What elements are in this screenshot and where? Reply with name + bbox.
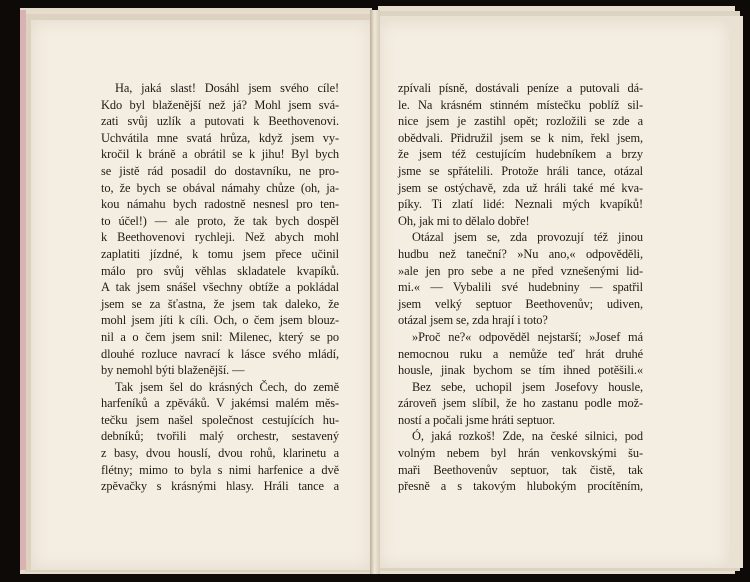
text-line: maři Beethovenův septuor, tak čistě, tak: [398, 462, 643, 477]
text-line: Bez sebe, uchopil jsem Josefovy housle,: [412, 379, 643, 394]
text-line: housle, jinak bychom se tím ihned potěšili.«: [398, 363, 643, 378]
text-line: Ó, jaká rozkoš! Zde, na české silnici, pod: [412, 429, 643, 444]
text-line: píky. Ti zlatí lidé: Neznali mých kvapíků!: [398, 197, 643, 212]
text-line: Uchvátila mne svatá hrůza, když jsem vy-: [101, 130, 339, 145]
text-line: dlouhé rozluce navrací k lásce svého mládí,: [101, 346, 339, 361]
text-line: ností a počali jsme hráti septuor.: [398, 412, 555, 427]
text-line: k Beethovenovi rychleji. Než abych mohl: [101, 230, 339, 245]
text-line: le. Na krásném stinném místečku poblíž sil-: [398, 97, 643, 112]
text-line: »Proč ne?« odpověděl nejstarší; »Josef má: [412, 329, 643, 344]
text-line: A tak jsem snášel všechny obtíže a pokládal: [101, 280, 339, 295]
text-line: jsem velký septuor Beethovenův; udiven,: [398, 296, 643, 311]
text-line: by nemohl býti blaženější. —: [101, 363, 245, 378]
text-line: jsem se za šťastna, že jsem tak daleko, že: [101, 296, 339, 311]
text-line: to účel!) — ale proto, že tak bych dospěl: [101, 213, 339, 228]
text-line: harfeníků a zpěváků. V jakémsi malém měs-: [101, 396, 339, 411]
text-line: jsme se spřátelili. Protože hráli tance, otázal: [398, 163, 643, 178]
text-line: že jsem též cestujícím hudebníkem a brzy: [398, 147, 643, 162]
text-line: se jistě rád posadil do dostavníku, ne pro-: [101, 163, 339, 178]
text-line: Otázal jsem se, zda provozují též jinou: [412, 230, 643, 245]
text-line: Ha, jaká slast! Dosáhl jsem svého cíle!: [115, 81, 339, 95]
text-line: to, že bych se obával námahy chůze (oh, ja-: [101, 180, 339, 195]
text-line: jsem se ostýchavě, zda už hráli také mé kva-: [398, 180, 643, 195]
text-line: zpívali písně, dostávali peníze a putovali dá-: [398, 81, 643, 95]
text-line: nil a o čem jsem snil: Milenec, který se po: [101, 329, 339, 344]
text-line: Oh, jak mi to dělalo dobře!: [398, 213, 530, 228]
text-line: volným nebem byl hrán venkovskými šu-: [398, 446, 643, 461]
text-line: zároveň jsem slíbil, že ho zastanu podle mož-: [398, 396, 643, 411]
text-line: flétny; mimo to byla s nimi harfenice a dvě: [101, 462, 339, 477]
text-line: »ale jen pro sebe a ne před vznešenými lid-: [398, 263, 643, 278]
text-line: málo pro svůj věhlas skladatele kvapíků.: [101, 263, 339, 278]
text-line: nice jsem je zastihl opět; rozložili se zde a: [398, 114, 643, 129]
left-page-text: [101, 80, 339, 495]
text-line: hudbu než taneční? »Nu ano,« odpověděli,: [398, 246, 643, 261]
text-line: mohl jsem jíti k cíli. Och, o čem jsem blouz-: [101, 313, 339, 328]
text-line: otázal jsem se, zda hrají i toto?: [398, 313, 548, 328]
text-line: debníků; tvořili malý orchestr, sestavený: [101, 429, 339, 444]
right-page-text: [398, 80, 643, 495]
text-line: kou námahu bych radostně nesnesl pro ten-: [101, 197, 339, 212]
text-line: přesně a s takovým hlubokým procítěním,: [398, 479, 643, 494]
text-line: zati svůj uzlík a putovati k Beethovenovi.: [101, 114, 339, 129]
text-line: z basy, dvou houslí, dvou rohů, klarinetu a: [101, 446, 339, 461]
text-line: zaplatiti jízdné, k tomu jsem přece učinil: [101, 246, 339, 261]
text-line: nemocnou ruku a nemůže teď hrát druhé: [398, 346, 643, 361]
text-line: mi.« — Vybalili své hudebniny — spatřil: [398, 280, 643, 295]
text-line: tečku jsem našel společnost cestujících hu-: [101, 412, 339, 427]
text-line: kročil k bráně a obrátil se k jihu! Byl bych: [101, 147, 339, 162]
cover-endpaper-strip: [20, 10, 26, 570]
text-line: Tak jsem šel do krásných Čech, do země: [115, 379, 339, 394]
text-line: Kdo byl blaženější než já? Mohl jsem svá-: [101, 97, 339, 112]
text-line: obědvali. Přidružil jsem se k nim, řekl jsem,: [398, 130, 643, 145]
book-gutter: [370, 10, 380, 574]
text-line: zpěvačky s krásnými hlasy. Hráli tance a: [101, 479, 339, 494]
